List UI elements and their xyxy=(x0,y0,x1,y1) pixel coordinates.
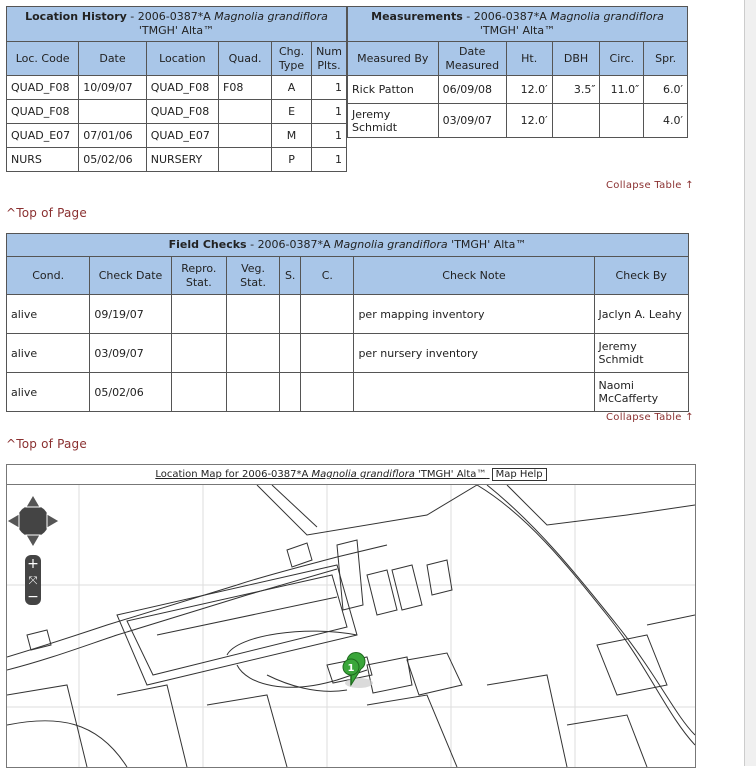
col-ht: Ht. xyxy=(506,42,552,76)
col-date: Date xyxy=(79,42,146,76)
cell: 09/19/07 xyxy=(90,295,171,334)
cell: 12.0′ xyxy=(506,76,552,104)
cell: F08 xyxy=(219,76,272,100)
field-checks-taxon: Magnolia grandiflora xyxy=(334,238,448,251)
cell: M xyxy=(272,124,312,148)
cell xyxy=(171,295,226,334)
cell xyxy=(219,100,272,124)
cell xyxy=(280,295,301,334)
cell xyxy=(354,373,594,412)
cell: 03/09/07 xyxy=(90,334,171,373)
cell: 4.0′ xyxy=(644,104,688,138)
cell xyxy=(280,373,301,412)
pan-arrows-icon[interactable] xyxy=(17,505,49,537)
cell xyxy=(219,148,272,172)
cell: per nursery inventory xyxy=(354,334,594,373)
table-row xyxy=(7,295,689,334)
col-check-date: Check Date xyxy=(90,257,171,295)
measurements-caption: Measurements - 2006-0387*A Magnolia grandiflora 'TMGH' Alta™ xyxy=(348,7,688,42)
table-row xyxy=(7,124,347,148)
cell: alive xyxy=(7,373,90,412)
cell: QUAD_E07 xyxy=(146,124,218,148)
cell: 6.0′ xyxy=(644,76,688,104)
cell xyxy=(226,295,279,334)
cell xyxy=(219,124,272,148)
cell: 1 xyxy=(312,148,347,172)
location-history-accession: 2006-0387*A xyxy=(137,10,211,23)
cell: NURS xyxy=(7,148,79,172)
location-history-taxon: Magnolia grandiflora xyxy=(214,10,328,23)
location-map-panel xyxy=(6,464,696,768)
col-check-note: Check Note xyxy=(354,257,594,295)
field-checks-title: Field Checks xyxy=(168,238,247,251)
cell xyxy=(301,295,354,334)
map-title-taxon: Magnolia grandiflora xyxy=(311,469,415,480)
cell: 1 xyxy=(312,124,347,148)
cell: Jeremy Schmidt xyxy=(594,334,689,373)
cell: Naomi McCafferty xyxy=(594,373,689,412)
col-dbh: DBH xyxy=(552,42,600,76)
map-header xyxy=(7,465,695,485)
cell: 1 xyxy=(312,76,347,100)
page-scrollbar[interactable] xyxy=(744,0,756,766)
map-title xyxy=(155,469,489,480)
col-c: C. xyxy=(301,257,354,295)
col-cond: Cond. xyxy=(7,257,90,295)
table-row xyxy=(348,104,688,138)
cell: QUAD_F08 xyxy=(7,76,79,100)
map-marker-label: 1 xyxy=(347,663,355,674)
cell xyxy=(171,334,226,373)
cell: alive xyxy=(7,295,90,334)
measurements-title: Measurements xyxy=(371,10,463,23)
cell: 10/09/07 xyxy=(79,76,146,100)
col-measured-by: Measured By xyxy=(348,42,439,76)
top-of-page-link[interactable]: ^Top of Page xyxy=(6,437,87,451)
cell: per mapping inventory xyxy=(354,295,594,334)
cell xyxy=(226,373,279,412)
col-loc-code: Loc. Code xyxy=(7,42,79,76)
field-checks-cultivar: 'TMGH' Alta™ xyxy=(451,238,527,251)
cell xyxy=(280,334,301,373)
col-circ: Circ. xyxy=(600,42,644,76)
top-of-page-link[interactable]: ^Top of Page xyxy=(6,206,87,220)
cell: 11.0″ xyxy=(600,76,644,104)
col-chg-type: Chg. Type xyxy=(272,42,312,76)
field-checks-caption: Field Checks - 2006-0387*A Magnolia grandiflora 'TMGH' Alta™ xyxy=(7,234,689,257)
cell: 05/02/06 xyxy=(90,373,171,412)
cell xyxy=(171,373,226,412)
map-canvas[interactable] xyxy=(7,485,695,767)
zoom-in-icon[interactable]: + xyxy=(27,556,39,572)
col-spr: Spr. xyxy=(644,42,688,76)
table-row xyxy=(7,334,689,373)
map-features xyxy=(7,485,695,767)
table-row xyxy=(348,76,688,104)
cell: QUAD_F08 xyxy=(7,100,79,124)
col-check-by: Check By xyxy=(594,257,689,295)
col-repro-stat: Repro. Stat. xyxy=(171,257,226,295)
col-s: S. xyxy=(280,257,301,295)
cell: alive xyxy=(7,334,90,373)
cell xyxy=(600,104,644,138)
cell: 1 xyxy=(312,100,347,124)
table-row xyxy=(7,373,689,412)
map-drawing xyxy=(7,485,695,767)
col-location: Location xyxy=(146,42,218,76)
map-title-prefix: Location Map for 2006-0387*A xyxy=(155,469,309,480)
cell xyxy=(552,104,600,138)
cell xyxy=(301,373,354,412)
table-row xyxy=(7,100,347,124)
measurements-accession: 2006-0387*A xyxy=(473,10,547,23)
location-history-caption: Location History - 2006-0387*A Magnolia grandiflora 'TMGH' Alta™ xyxy=(7,7,347,42)
measurements-taxon: Magnolia grandiflora xyxy=(550,10,664,23)
measurements-table xyxy=(347,6,688,138)
field-checks-accession: 2006-0387*A xyxy=(257,238,331,251)
collapse-table-link[interactable]: Collapse Table ↑ xyxy=(606,180,694,191)
cell: 3.5″ xyxy=(552,76,600,104)
location-history-title: Location History xyxy=(25,10,127,23)
cell: NURSERY xyxy=(146,148,218,172)
cell xyxy=(301,334,354,373)
map-pan-control[interactable] xyxy=(7,495,59,547)
cell: QUAD_F08 xyxy=(146,100,218,124)
location-history-cultivar: 'TMGH' Alta™ xyxy=(138,24,215,37)
table-row xyxy=(7,76,347,100)
cell xyxy=(226,334,279,373)
map-title-cultivar: 'TMGH' Alta™ xyxy=(418,469,487,480)
cell: A xyxy=(272,76,312,100)
table-row xyxy=(7,148,347,172)
cell: 05/02/06 xyxy=(79,148,146,172)
location-history-table xyxy=(6,6,347,172)
cell: 12.0′ xyxy=(506,104,552,138)
cell: 06/09/08 xyxy=(438,76,506,104)
col-date-measured: Date Measured xyxy=(438,42,506,76)
measurements-cultivar: 'TMGH' Alta™ xyxy=(479,24,556,37)
cell: QUAD_E07 xyxy=(7,124,79,148)
col-quad: Quad. xyxy=(219,42,272,76)
map-zoom-control[interactable] xyxy=(25,555,41,605)
cell xyxy=(79,100,146,124)
col-veg-stat: Veg. Stat. xyxy=(226,257,279,295)
zoom-out-icon[interactable]: − xyxy=(27,589,39,605)
cell: Jeremy Schmidt xyxy=(348,104,439,138)
zoom-extent-icon[interactable]: ⤧ xyxy=(28,574,38,587)
field-checks-table xyxy=(6,233,689,412)
col-num-plts: Num Plts. xyxy=(312,42,347,76)
cell: P xyxy=(272,148,312,172)
cell: QUAD_F08 xyxy=(146,76,218,100)
collapse-table-link[interactable]: Collapse Table ↑ xyxy=(606,412,694,423)
cell: 03/09/07 xyxy=(438,104,506,138)
cell: 07/01/06 xyxy=(79,124,146,148)
cell: Rick Patton xyxy=(348,76,439,104)
cell: E xyxy=(272,100,312,124)
cell: Jaclyn A. Leahy xyxy=(594,295,689,334)
map-help-link[interactable]: Map Help xyxy=(492,468,547,481)
